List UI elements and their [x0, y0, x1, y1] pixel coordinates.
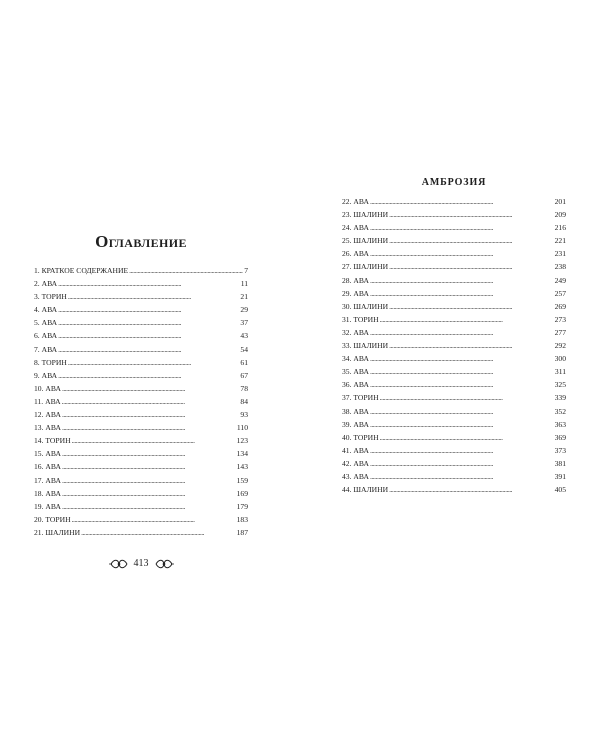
section-title: АМБРОЗИЯ: [421, 177, 487, 188]
toc-entry: [34, 526, 248, 539]
toc-entry-label: 31. ТОРИН: [342, 314, 379, 324]
toc-entry-page: 381: [554, 458, 566, 468]
toc-entry-label: 16. АВА: [34, 462, 61, 472]
toc-entry-label: 15. АВА: [34, 449, 61, 459]
toc-entry-label: 11. АВА: [34, 396, 61, 406]
toc-entry: [34, 447, 248, 460]
toc-leader-dots: [370, 352, 554, 365]
toc-leader-dots: [370, 405, 554, 418]
toc-entry-page: 21: [240, 292, 248, 302]
toc-leader-dots: [62, 382, 239, 395]
toc-leader-dots: [370, 378, 554, 391]
toc-entry: [34, 474, 248, 487]
toc-leader-dots: [389, 234, 553, 247]
toc-entry-page: 209: [554, 210, 566, 220]
toc-leader-dots: [62, 421, 236, 434]
toc-leader-dots: [58, 369, 239, 382]
toc-leader-dots: [62, 487, 236, 500]
toc-entry-page: 249: [554, 275, 566, 285]
left-page: [34, 232, 248, 539]
toc-leader-dots: [370, 470, 554, 483]
toc-leader-dots: [370, 418, 554, 431]
toc-entry-label: 38. АВА: [342, 406, 369, 416]
toc-entry: [34, 421, 248, 434]
toc-entry: [342, 247, 566, 260]
toc-entry: [34, 434, 248, 447]
toc-entry-page: 201: [554, 197, 566, 206]
toc-entry-label: 36. АВА: [342, 380, 369, 390]
toc-entry-page: 61: [240, 357, 248, 367]
toc-entry-label: 25. ШАЛИНИ: [342, 236, 389, 246]
toc-leader-dots: [58, 303, 239, 316]
toc-leader-dots: [389, 208, 553, 221]
toc-leader-dots: [62, 395, 240, 408]
toc-leader-dots: [389, 300, 553, 313]
toc-leader-dots: [129, 264, 243, 277]
toc-entry-page: 179: [236, 501, 248, 511]
toc-entry: [342, 352, 566, 365]
toc-leader-dots: [370, 195, 554, 208]
toc-entry-page: 216: [554, 223, 566, 233]
toc-entry-label: 17. АВА: [34, 475, 61, 485]
toc-entry: [342, 391, 566, 404]
toc-leader-dots: [370, 457, 554, 470]
toc-entry-label: 40. ТОРИН: [342, 432, 379, 442]
toc-list-right: [342, 195, 566, 496]
toc-entry-page: 339: [554, 393, 566, 403]
toc-entry-label: 8. ТОРИН: [34, 357, 67, 367]
toc-entry: [342, 418, 566, 431]
toc-entry-page: 29: [240, 305, 248, 315]
toc-entry-label: 39. АВА: [342, 419, 369, 429]
toc-leader-dots: [370, 221, 554, 234]
toc-entry-page: 11: [240, 279, 248, 289]
toc-leader-dots: [370, 274, 554, 287]
toc-entry: [34, 513, 248, 526]
toc-leader-dots: [68, 290, 240, 303]
toc-entry-page: 43: [240, 331, 248, 341]
toc-entry-label: 1. КРАТКОЕ СОДЕРЖАНИЕ: [34, 266, 129, 275]
toc-entry-label: 5. АВА: [34, 318, 58, 328]
toc-entry-label: 41. АВА: [342, 445, 369, 455]
toc-entry-label: 34. АВА: [342, 354, 369, 364]
toc-entry: [342, 260, 566, 273]
toc-entry: [342, 444, 566, 457]
toc-entry-page: 269: [554, 301, 566, 311]
toc-entry: [34, 460, 248, 473]
toc-entry-label: 28. АВА: [342, 275, 369, 285]
toc-leader-dots: [81, 526, 235, 539]
toc-entry-label: 22. АВА: [342, 197, 369, 206]
toc-entry-label: 44. ШАЛИНИ: [342, 485, 389, 495]
toc-entry: [342, 195, 566, 208]
toc-entry-label: 21. ШАЛИНИ: [34, 527, 81, 537]
toc-entry: [34, 290, 248, 303]
toc-entry-page: 238: [554, 262, 566, 272]
toc-entry: [34, 369, 248, 382]
toc-entry-page: 363: [554, 419, 566, 429]
toc-leader-dots: [370, 247, 554, 260]
toc-entry-page: 311: [554, 367, 566, 377]
toc-entry-label: 43. АВА: [342, 471, 369, 481]
toc-leader-dots: [370, 365, 554, 378]
toc-entry-label: 42. АВА: [342, 458, 369, 468]
toc-entry: [342, 405, 566, 418]
toc-entry: [34, 343, 248, 356]
toc-entry-label: 9. АВА: [34, 370, 58, 380]
toc-entry-page: 292: [554, 341, 566, 351]
toc-entry-label: 4. АВА: [34, 305, 58, 315]
toc-entry-page: 325: [554, 380, 566, 390]
toc-entry: [342, 208, 566, 221]
toc-entry: [34, 408, 248, 421]
toc-entry: [34, 316, 248, 329]
toc-entry-label: 3. ТОРИН: [34, 292, 67, 302]
toc-entry-label: 20. ТОРИН: [34, 514, 71, 524]
toc-entry: [34, 277, 248, 290]
toc-entry-label: 10. АВА: [34, 383, 61, 393]
toc-entry-page: 405: [554, 485, 566, 495]
toc-entry-label: 27. ШАЛИНИ: [342, 262, 389, 272]
toc-entry-page: 231: [554, 249, 566, 259]
toc-leader-dots: [370, 444, 554, 457]
toc-leader-dots: [389, 483, 553, 496]
toc-entry-page: 273: [554, 314, 566, 324]
toc-entry-label: 18. АВА: [34, 488, 61, 498]
page-footer: [100, 556, 182, 572]
toc-leader-dots: [380, 391, 554, 404]
toc-entry: [342, 287, 566, 300]
toc-entry-page: 78: [240, 383, 248, 393]
toc-entry-label: 12. АВА: [34, 410, 61, 420]
toc-entry-page: 391: [554, 471, 566, 481]
toc-entry-label: 19. АВА: [34, 501, 61, 511]
toc-entry-label: 29. АВА: [342, 288, 369, 298]
toc-entry: [342, 457, 566, 470]
toc-entry: [34, 356, 248, 369]
toc-entry: [34, 395, 248, 408]
toc-leader-dots: [58, 277, 240, 290]
toc-entry-page: 54: [240, 344, 248, 354]
toc-entry-label: 30. ШАЛИНИ: [342, 301, 389, 311]
toc-entry-page: 134: [236, 449, 248, 459]
toc-entry: [342, 300, 566, 313]
toc-entry: [34, 303, 248, 316]
toc-entry-label: 13. АВА: [34, 423, 61, 433]
toc-entry-page: 159: [236, 475, 248, 485]
toc-leader-dots: [62, 474, 236, 487]
toc-entry-page: 169: [236, 488, 248, 498]
toc-entry: [342, 470, 566, 483]
toc-entry-label: 26. АВА: [342, 249, 369, 259]
toc-leader-dots: [370, 287, 554, 300]
toc-entry: [342, 339, 566, 352]
toc-leader-dots: [58, 316, 239, 329]
toc-leader-dots: [389, 339, 553, 352]
toc-entry-label: 23. ШАЛИНИ: [342, 210, 389, 220]
toc-entry-page: 110: [236, 423, 248, 433]
toc-entry-label: 14. ТОРИН: [34, 436, 71, 446]
toc-entry-page: 143: [236, 462, 248, 472]
toc-leader-dots: [62, 447, 236, 460]
right-page: [342, 176, 566, 496]
toc-entry: [342, 313, 566, 326]
ornament-right-icon: [154, 558, 174, 570]
ornament-left-icon: [109, 558, 129, 570]
toc-entry-page: 123: [236, 436, 248, 446]
toc-entry-label: 2. АВА: [34, 279, 58, 289]
toc-leader-dots: [62, 460, 236, 473]
toc-entry: [34, 329, 248, 342]
toc-list-left: [34, 264, 248, 539]
toc-entry-page: 67: [240, 370, 248, 380]
toc-entry: [34, 382, 248, 395]
toc-entry-page: 257: [554, 288, 566, 298]
toc-entry: [342, 483, 566, 496]
toc-entry-page: 93: [240, 410, 248, 420]
toc-entry-label: 24. АВА: [342, 223, 369, 233]
toc-entry-label: 35. АВА: [342, 367, 369, 377]
toc-entry: [34, 487, 248, 500]
toc-leader-dots: [72, 434, 236, 447]
toc-leader-dots: [380, 431, 554, 444]
toc-entry-label: 32. АВА: [342, 327, 369, 337]
toc-entry-page: 84: [240, 396, 248, 406]
toc-entry-page: 183: [236, 514, 248, 524]
toc-leader-dots: [58, 329, 239, 342]
toc-entry-label: 6. АВА: [34, 331, 58, 341]
page-title: Оглавление: [95, 232, 187, 251]
toc-entry-page: 187: [236, 527, 248, 537]
toc-leader-dots: [72, 513, 236, 526]
toc-entry: [342, 431, 566, 444]
toc-leader-dots: [380, 313, 554, 326]
toc-entry-label: 37. ТОРИН: [342, 393, 379, 403]
toc-leader-dots: [58, 343, 239, 356]
toc-entry-page: 373: [554, 445, 566, 455]
toc-entry: [342, 221, 566, 234]
toc-entry-page: 277: [554, 327, 566, 337]
toc-entry: [342, 326, 566, 339]
toc-entry-page: 300: [554, 354, 566, 364]
toc-entry-label: 33. ШАЛИНИ: [342, 341, 389, 351]
toc-leader-dots: [62, 500, 236, 513]
toc-entry: [342, 365, 566, 378]
toc-entry-page: 7: [244, 266, 248, 275]
toc-entry-page: 37: [240, 318, 248, 328]
toc-leader-dots: [370, 326, 554, 339]
toc-entry-page: 221: [554, 236, 566, 246]
toc-leader-dots: [389, 260, 553, 273]
toc-entry: [342, 378, 566, 391]
toc-entry-label: 7. АВА: [34, 344, 58, 354]
toc-entry-page: 369: [554, 432, 566, 442]
toc-entry: [34, 500, 248, 513]
toc-leader-dots: [62, 408, 239, 421]
toc-entry: [342, 234, 566, 247]
toc-entry-page: 352: [554, 406, 566, 416]
page-number: 413: [133, 558, 149, 569]
toc-leader-dots: [68, 356, 240, 369]
toc-entry: [342, 274, 566, 287]
toc-entry: [34, 264, 248, 277]
